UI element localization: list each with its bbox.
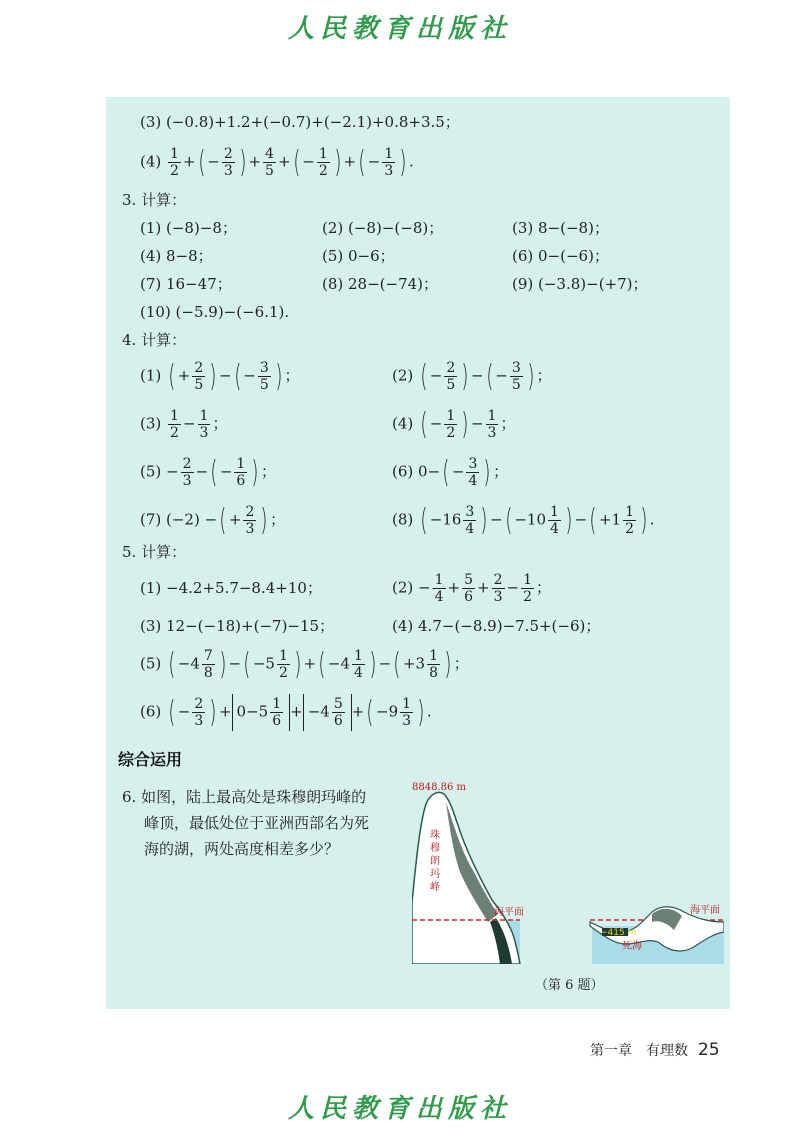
q3-item: (7) 16−47； <box>140 275 232 293</box>
q6-line: 海的湖，两处高度相差多少？ <box>144 840 340 858</box>
q3-item: (2) (−8)−(−8)； <box>322 219 444 237</box>
q4-label: (2) <box>392 366 414 385</box>
depth-label: −415 m <box>600 928 637 938</box>
q3-item: (1) (−8)−8； <box>140 219 237 237</box>
q5-item-4: (4) 4.7−(−8.9)−7.5+(−6)； <box>392 617 601 635</box>
q4-item-7: (7) (−2) −( + $\frac{2}{3}$ ) ； <box>140 502 286 538</box>
q5-item-3: (3) 12−(−18)+(−7)−15； <box>140 617 335 635</box>
chapter-label: 第一章 有理数 <box>590 1043 688 1059</box>
q3-title: 3. 计算： <box>122 191 187 209</box>
p2-item-3: (3) (−0.8)+1.2+(−0.7)+(−2.1)+0.8+3.5； <box>140 113 460 131</box>
everest-name-char: 玛 <box>430 869 440 880</box>
everest-name-label <box>430 828 440 893</box>
q4-label: (4) <box>392 414 414 433</box>
q4-item-5: (5) − $\frac{2}{3}$ −( − $\frac{1}{6}$ ) ； <box>140 454 277 490</box>
q4-label: (3) <box>140 414 162 433</box>
dead-sea-label: 死海 <box>622 941 642 952</box>
q4-item-1: (1) ( + $\frac{2}{5}$ ) −( − $\frac{3}{5}$ ) ； <box>140 358 300 394</box>
sea-level-label-left: 海平面 <box>494 907 524 918</box>
figure-caption: （第 6 题） <box>535 978 604 993</box>
section-title: 综合运用 <box>118 750 183 769</box>
q5-item-2: (2) − $\frac{1}{4}$ + $\frac{5}{6}$ + $\frac{2}{3}$ − $\frac{1}{2}$ ； <box>392 572 552 605</box>
q4-item-6: (6) 0−( − $\frac{3}{4}$ ) ； <box>392 454 509 490</box>
page-footer <box>590 1040 720 1060</box>
q5-label: (5) <box>140 654 162 673</box>
q4-item-4: (4) ( − $\frac{1}{2}$ ) − $\frac{1}{3}$ ； <box>392 406 516 442</box>
publisher-logo-bottom: 人民教育出版社 <box>287 1094 512 1124</box>
everest-name-char: 朗 <box>430 856 440 867</box>
q5-label: (6) <box>140 702 162 721</box>
publisher-logo-top: 人民教育出版社 <box>287 14 512 44</box>
q4-label: (8) <box>392 510 414 529</box>
q4-label: (5) <box>140 462 162 481</box>
q4-item-8: (8) ( −16 $\frac{3}{4}$ ) −( −10 $\frac{1}{4}$ ) −( +1 $\frac{1}{2}$ ) . <box>392 502 655 538</box>
q3-item: (4) 8−8； <box>140 247 213 265</box>
q3-item: (10) (−5.9)−(−6.1). <box>140 303 290 321</box>
q5-title: 5. 计算： <box>122 543 187 561</box>
p2-item-4-label: (4) <box>140 152 162 171</box>
sea-level-label-right: 海平面 <box>690 905 720 916</box>
q3-item: (9) (−3.8)−(+7)； <box>512 275 648 293</box>
mountain-sea-figure <box>412 782 724 964</box>
everest-name-char: 峰 <box>430 882 440 893</box>
q4-label: (6) 0− <box>392 462 441 481</box>
q6-line: 峰顶，最低处位于亚洲西部名为死 <box>144 814 370 832</box>
q4-item-2: (2) ( − $\frac{2}{5}$ ) −( − $\frac{3}{5}$ ) ； <box>392 358 552 394</box>
q5-label: (2) <box>392 578 414 597</box>
everest-name-char: 珠 <box>430 830 440 841</box>
q5-item-5: (5) ( −4 $\frac{7}{8}$ ) −( −5 $\frac{1}{2}$ ) +( −4 $\frac{1}{4}$ ) −( +3 $\frac{1}{8}$ ) ； <box>140 646 469 682</box>
q5-item-1: (1) −4.2+5.7−8.4+10； <box>140 579 322 597</box>
q4-title: 4. 计算： <box>122 331 187 349</box>
q3-item: (6) 0−(−6)； <box>512 247 609 265</box>
q4-item-3: (3) $\frac{1}{2}$ − $\frac{1}{3}$ ； <box>140 408 228 441</box>
q4-label: (1) <box>140 366 162 385</box>
q3-item: (8) 28−(−74)； <box>322 275 439 293</box>
q5-item-6: (6) ( − $\frac{2}{3}$ ) + 0−5 $\frac{1}{6}$ + −4 $\frac{5}{6}$ +( −9 $\frac{1}{3}$ ) . <box>140 694 432 730</box>
q3-item: (5) 0−6； <box>322 247 395 265</box>
p2-item-4: (4) $\frac{1}{2}$ +( − $\frac{2}{3}$ ) + $\frac{4}{5}$ +( − $\frac{1}{2}$ ) +( − $\frac{1}{3}$ ) . <box>140 144 414 180</box>
q3-item: (3) 8−(−8)； <box>512 219 609 237</box>
everest-name-char: 穆 <box>430 843 440 854</box>
q4-label: (7) (−2) <box>140 510 200 529</box>
q6-line: 6. 如图，陆上最高处是珠穆朗玛峰的 <box>122 788 367 806</box>
page-number: 25 <box>698 1040 720 1060</box>
everest-height-label: 8848.86 m <box>412 782 467 793</box>
